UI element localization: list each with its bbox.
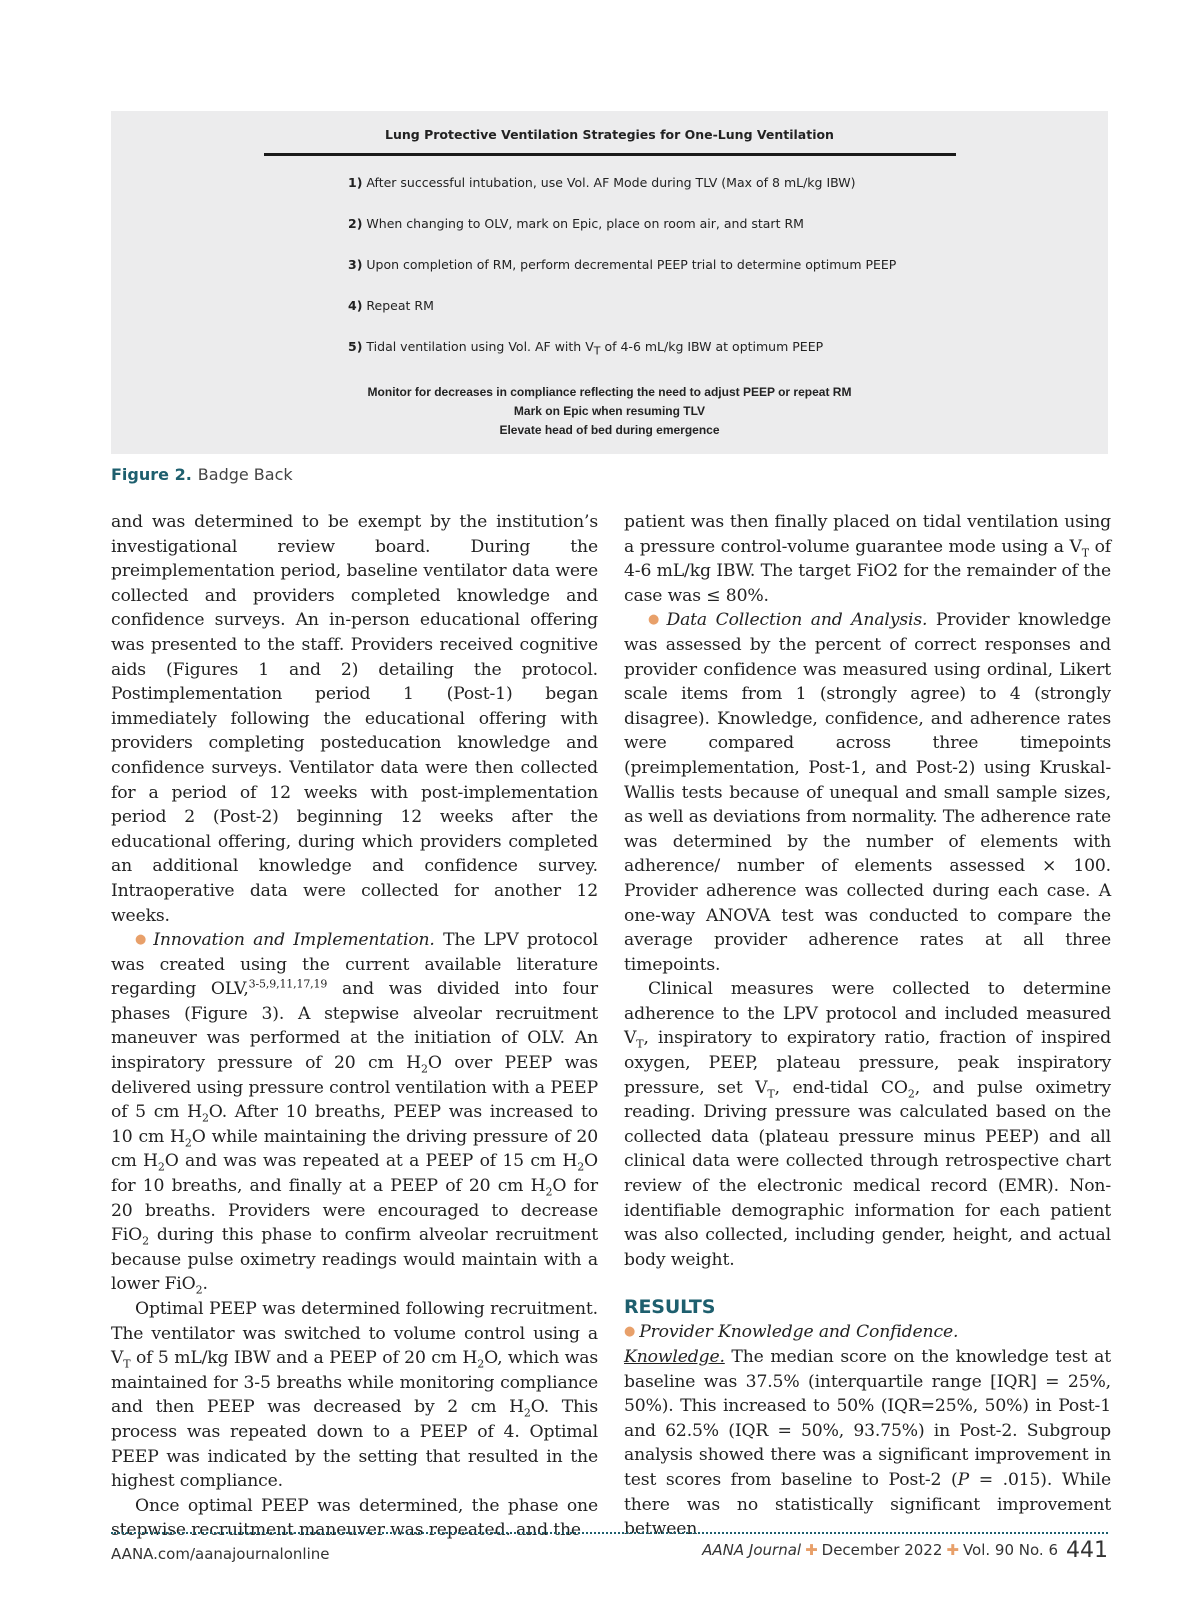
paragraph-innovation: ● Innovation and Implementation. The LPV protocol was created using the current available literature regarding OLV,$^{3-5,9,11,17,19}$ and was divided into four phases (Figure 3). A stepwise alveolar recruitment maneuver was performed at the initiation of OLV. An inspiratory pressure of 20 cm $H_2O$ over PEEP was delivered using pressure control ventilation with a PEEP of 5 cm $H_2O$. After 10 breaths, PEEP was increased to 10 cm $H_2O$ while maintaining the driving pressure of 20 cm $H_2O$ and was was repeated at a PEEP of 15 cm $H_2O$ for 10 breaths, and finally at a PEEP of 20 cm $H_2O$ for 20 breaths. Providers were encouraged to decrease FiO$_2$ during this phase to confirm alveolar recruitment because pulse oximetry readings would maintain with a lower FiO$_2$. [111, 930, 599, 1297]
figure-caption-text: Badge Back [197, 465, 293, 484]
figure-title: Lung Protective Ventilation Strategies for One-Lung Ventilation [385, 127, 834, 142]
results-heading: RESULTS [624, 1296, 716, 1319]
right-column [624, 510, 1111, 1542]
paragraph: and was determined to be exempt by the institution’s investigational review board. During the preimplementation period, baseline ventilator data were collected and providers completed knowledge and confidence surveys. An in-person educational offering was presented to the staff. Providers received cognitive aids (Figures 1 and 2) detailing the protocol. Postimplementation period 1 (Post-1) began immediately following the educational offering with providers completing posteducation knowledge and confidence surveys. Ventilator data were then collected for a period of 12 weeks with post-implementation period 2 (Post-2) beginning 12 weeks after the educational offering, during which providers completed an additional knowledge and confidence survey. Intraoperative data were collected for another 12 weeks. [111, 512, 598, 926]
figure-note: Elevate head of bed during emergence [499, 423, 720, 437]
figure-caption [111, 465, 293, 484]
volume-number: Vol. 90 No. 6 [962, 1541, 1058, 1559]
bullet-icon: ● [135, 932, 150, 948]
bullet-icon: ● [624, 1324, 636, 1340]
figure-footer-notes [111, 383, 1108, 440]
plus-icon: ✚ [805, 1541, 818, 1559]
journal-url: AANA.com/aanajournalonline [111, 1545, 330, 1563]
figure-step: 2) When changing to OLV, mark on Epic, place on room air, and start RM [348, 216, 804, 231]
paragraph-clinical-measures: Clinical measures were collected to determine adherence to the LPV protocol and included measured $V_T$, inspiratory to expiratory ratio, fraction of inspired oxygen, PEEP, plateau pressure, peak inspiratory pressure, set $V_T$, end-tidal $CO_2$, and pulse oximetry reading. Driving pressure was calculated based on the collected data (plateau pressure minus PEEP) and all clinical data were collected through retrospective chart review of the electronic medical record (EMR). Non-identifiable demographic information for each patient was also collected, including gender, height, and actual body weight. [624, 979, 1111, 1270]
journal-name: AANA Journal [702, 1541, 802, 1559]
figure-steps [348, 175, 896, 380]
journal-citation [702, 1538, 1108, 1563]
figure-2-badge [111, 111, 1108, 454]
subheading-knowledge-confidence: ● Provider Knowledge and Confidence. [624, 1322, 959, 1343]
paragraph-data-collection: ● Data Collection and Analysis. Provider knowledge was assessed by the percent of correct responses and provider confidence was measured using ordinal, Likert scale items from 1 (strongly agree) to 4 (strongly disagree). Knowledge, confidence, and adherence rates were compared across three timepoints (preimplementation, Post-1, and Post-2) using Kruskal-Wallis tests because of unequal and small sample sizes, as well as deviations from normality. The adherence rate was determined by the number of elements with adherence/ number of elements assessed × 100. Provider adherence was collected during each case. A one-way ANOVA test was conducted to compare the average provider adherence rates at all three timepoints. [624, 610, 1111, 975]
issue-date: December 2022 [821, 1541, 943, 1559]
figure-step: 1) After successful intubation, use Vol. AF Mode during TLV (Max of 8 mL/kg IBW) [348, 175, 856, 190]
paragraph-optimal-peep: Optimal PEEP was determined following recruitment. The ventilator was switched to volume control using a $V_T$ of 5 mL/kg IBW and a PEEP of 20 cm $H_2O$, which was maintained for 3-5 breaths while monitoring compliance and then PEEP was decreased by 2 cm $H_2O$. This process was repeated down to a PEEP of 4. Optimal PEEP was indicated by the setting that resulted in the highest compliance. [111, 1299, 598, 1492]
figure-caption-label: Figure 2. [111, 465, 192, 484]
paragraph: patient was then finally placed on tidal ventilation using a pressure control-volume guarantee mode using a $V_T$ of 4-6 mL/kg IBW. The target FiO2 for the remainder of the case was ≤ 80%. [624, 512, 1111, 606]
figure-step: 5) Tidal ventilation using Vol. AF with $V_T$ of 4-6 mL/kg IBW at optimum PEEP [348, 339, 824, 358]
left-column [111, 510, 598, 1543]
plus-icon: ✚ [946, 1541, 959, 1559]
paragraph-knowledge: Knowledge. The median score on the knowledge test at baseline was 37.5% (interquartile range [IQR] = 25%, 50%). This increased to 50% (IQR=25%, 50%) in Post-1 and 62.5% (IQR = 50%, 93.75%) in Post-2. Subgroup analysis showed there was a significant improvement in test scores from baseline to Post-2 (P = .015). While there was no statistically significant improvement between [624, 1347, 1111, 1540]
figure-note: Monitor for decreases in compliance reflecting the need to adjust PEEP or repeat RM [367, 385, 852, 399]
page-number: 441 [1066, 1538, 1108, 1563]
figure-step: 3) Upon completion of RM, perform decremental PEEP trial to determine optimum PEEP [348, 257, 897, 272]
figure-note: Mark on Epic when resuming TLV [513, 404, 706, 418]
paragraph: Once optimal PEEP was determined, the phase one stepwise recruitment maneuver was repeated. and the [111, 1495, 598, 1541]
figure-step: 4) Repeat RM [348, 298, 434, 313]
footer-divider [111, 1532, 1108, 1534]
figure-title-rule [264, 153, 956, 156]
bullet-icon: ● [648, 612, 663, 628]
